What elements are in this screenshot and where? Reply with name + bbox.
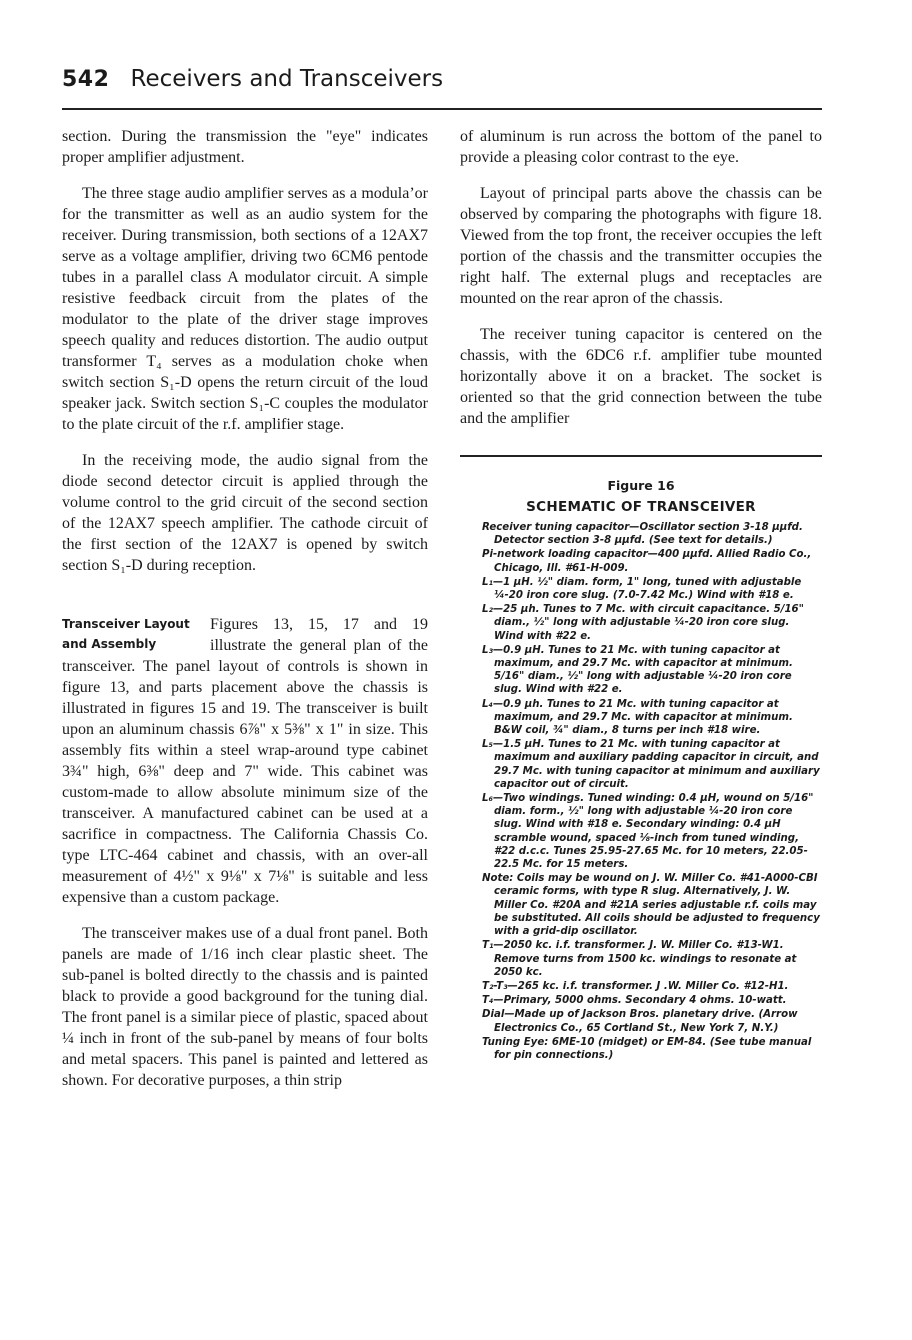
left-column	[62, 126, 428, 1106]
list-item: Note: Coils may be wound on J. W. Miller Co. #41-A000-CBI ceramic forms, with type R slug. Alternatively, J. W. Miller Co. #20A and #21A series adjustable r.f. coils may be substituted. All coils should be adjusted to frequency with a grid-dip oscillator.	[482, 873, 820, 938]
figure-caption-block	[460, 477, 822, 1062]
list-item: T₄—Primary, 5000 ohms. Secondary 4 ohms. 10-watt.	[482, 995, 787, 1007]
parts-list	[460, 521, 822, 1062]
page-header	[62, 66, 822, 110]
list-item: L₆—Two windings. Tuned winding: 0.4 μH, wound on 5/16" diam. form., ½" long with adjustable ¼-20 iron core slug. Wind with #18 e. Secondary winding: 0.4 μH scramble wound, spaced ⅛-inch from tuned winding, #22 d.c.c. Tunes 25.95-27.65 Mc. for 10 meters, 22.05-22.5 Mc. for 15 meters.	[482, 793, 814, 871]
list-item: T₂-T₃—265 kc. i.f. transformer. J .W. Miller Co. #12-H1.	[482, 980, 789, 992]
page-number: 542	[62, 67, 110, 92]
right-column	[460, 126, 822, 1063]
paragraph: Layout of principal parts above the chassis can be observed by comparing the photographs with figure 18. Viewed from the top front, the receiver occupies the left portion of the chassis and the transmitter occupies the right half. The external plugs and receptacles are mounted on the rear apron of the chassis.	[460, 185, 822, 307]
list-item: Pi-network loading capacitor—400 μμfd. Allied Radio Co., Chicago, Ill. #61-H-009.	[482, 549, 812, 574]
divider	[460, 455, 822, 457]
list-item: L₁—1 μH. ½" diam. form, 1" long, tuned with adjustable ¼-20 iron core slug. (7.0-7.42 Mc.) Wind with #18 e.	[482, 576, 802, 602]
section-subheading: Transceiver Layout and Assembly	[62, 617, 190, 651]
section-layout-assembly	[62, 614, 428, 908]
figure-label: Figure 16	[607, 478, 675, 493]
paragraph: section. During the transmission the "eye" indicates proper amplifier adjustment.	[62, 128, 428, 166]
list-item: T₁—2050 kc. i.f. transformer. J. W. Miller Co. #13-W1. Remove turns from 1500 kc. windings to resonate at 2050 kc.	[482, 940, 797, 978]
paragraph: The transceiver makes use of a dual front panel. Both panels are made of 1/16 inch clear plastic sheet. The sub-panel is bolted directly to the chassis and is painted black to provide a good background for the tuning dial. The front panel is a similar piece of plastic, spaced about ¼ inch in front of the sub-panel by means of four bolts and metal spacers. This panel is painted and lettered as shown. For decorative purposes, a thin strip	[62, 925, 428, 1089]
paragraph: In the receiving mode, the audio signal from the diode second detector circuit is applied through the volume control to the grid circuit of the second section of the 12AX7 speech amplifier. The cathode circuit of the first section of the 12AX7 is opened by switch section S₁-D during reception.	[62, 452, 428, 574]
paragraph: The three stage audio amplifier serves as a modula’or for the transmitter as well as an audio system for the receiver. During transmission, both sections of a 12AX7 serve as a voltage amplifier, driving two 6CM6 pentode tubes in a parallel class A modulator circuit. A simple resistive feedback circuit from the plates of the modulator to the plate of the driver stage improves speech quality and reduces distortion. The audio output transformer T₄ serves as a modulation choke when switch section S₁-D opens the return circuit of the loud speaker jack. Switch section S₁-C couples the modulator to the plate circuit of the r.f. amplifier stage.	[62, 185, 428, 433]
paragraph: The receiver tuning capacitor is centered on the chassis, with the 6DC6 r.f. amplifier tube mounted horizontally above it on a bracket. The socket is oriented so that the grid connection between the tube and the amplifier	[460, 326, 822, 427]
list-item: Dial—Made up of Jackson Bros. planetary drive. (Arrow Electronics Co., 65 Cortland St., New York 7, N.Y.)	[482, 1009, 798, 1034]
list-item: Tuning Eye: 6ME-10 (midget) or EM-84. (See tube manual for pin connections.)	[482, 1036, 812, 1061]
list-item: L₄—0.9 μh. Tunes to 21 Mc. with tuning capacitor at maximum, and 29.7 Mc. with capacitor at minimum. B&W coil, ¾" diam., 8 turns per inch #18 wire.	[482, 698, 793, 737]
list-item: L₂—25 μh. Tunes to 7 Mc. with circuit capacitance. 5/16" diam., ½" long with adjustable ¼-20 iron core slug. Wind with #22 e.	[482, 604, 804, 642]
running-title: Receivers and Transceivers	[130, 66, 444, 92]
list-item: L₅—1.5 μH. Tunes to 21 Mc. with tuning capacitor at maximum and auxiliary padding capacitor in circuit, and 29.7 Mc. with tuning capacitor at minimum and auxiliary capacitor out of circuit.	[482, 739, 820, 790]
figure-title: SCHEMATIC OF TRANSCEIVER	[526, 499, 756, 515]
paragraph: Figures 13, 15, 17 and 19 illustrate the general plan of the transceiver. The panel layout of controls is shown in figure 13, and parts placement above the chassis is illustrated in figures 15 and 19. The transceiver is built upon an aluminum chassis 6⅞" x 5⅜" x 1" in size. This assembly fits within a steel wrap-around type cabinet 3¾" high, 6⅜" deep and 7" wide. This cabinet was custom-made to allow absolute minimum size of the transceiver. A manufactured cabinet can be used at a sacrifice in compactness. The California Chassis Co. type LTC-464 cabinet and chassis, with an over-all measurement of 4½" x 9⅛" x 7⅛" is suitable and less expensive than a custom package.	[62, 616, 428, 906]
list-item: L₃—0.9 μH. Tunes to 21 Mc. with tuning capacitor at maximum, and 29.7 Mc. with capacitor at minimum. 5/16" diam., ½" long with adjustable ¼-20 iron core slug. Wind with #22 e.	[482, 644, 793, 696]
paragraph: of aluminum is run across the bottom of the panel to provide a pleasing color contrast to the eye.	[460, 128, 822, 166]
list-item: Receiver tuning capacitor—Oscillator section 3-18 μμfd. Detector section 3-8 μμfd. (See text for details.)	[482, 522, 803, 547]
